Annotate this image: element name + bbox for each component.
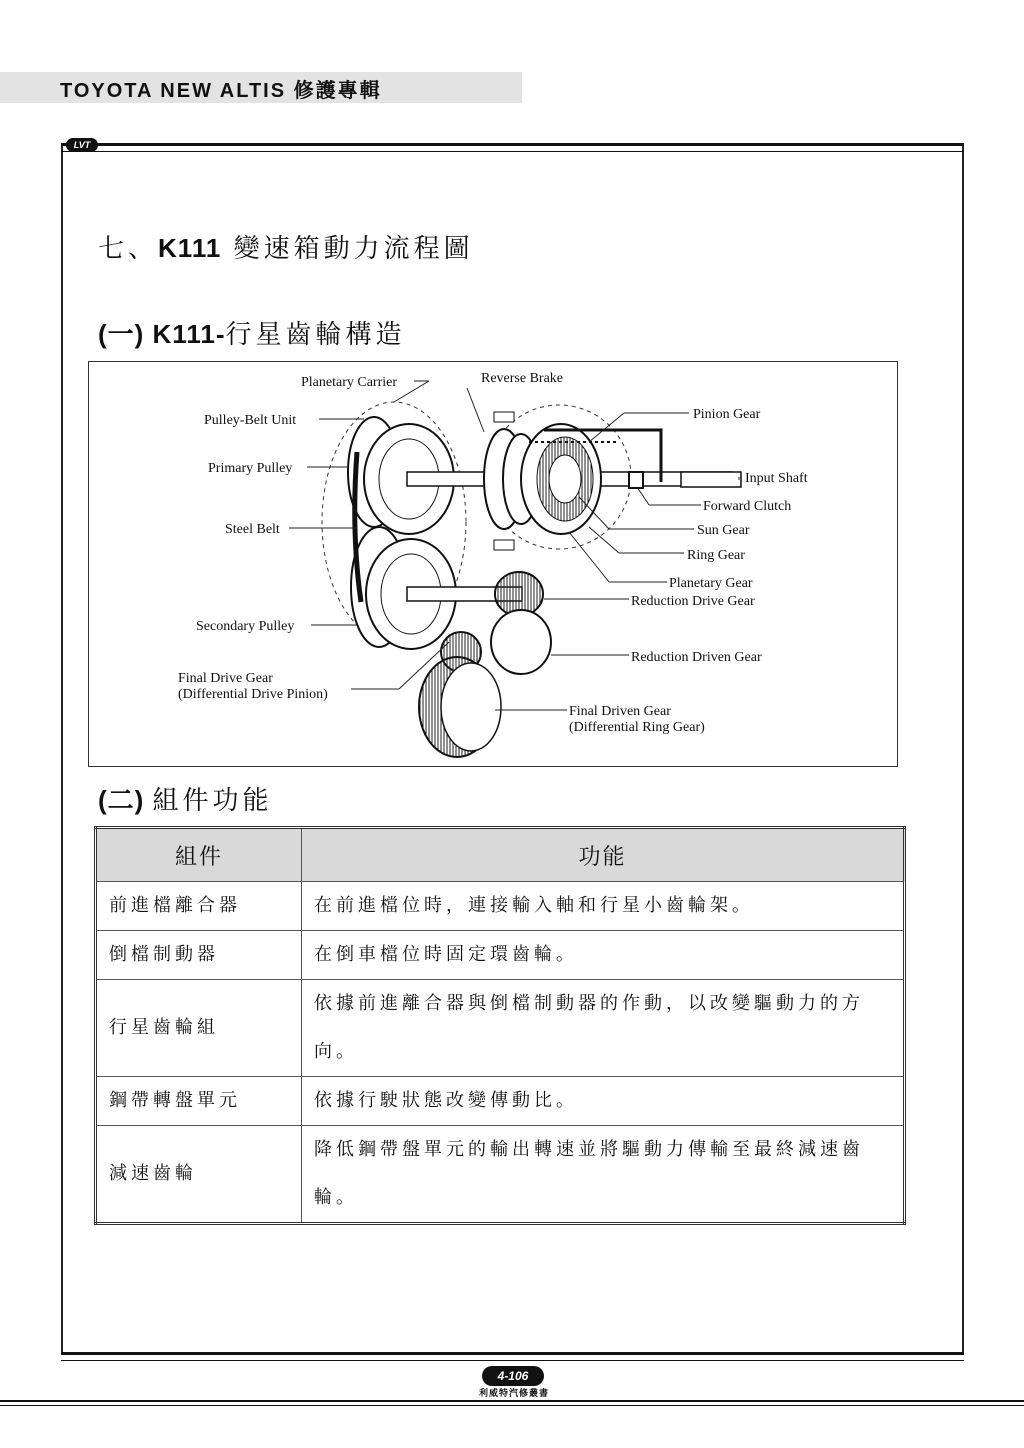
table-row bbox=[96, 1126, 905, 1224]
table-row bbox=[96, 882, 905, 931]
section1-prefix: (一) bbox=[98, 319, 153, 349]
frame-bottom-rule bbox=[61, 1352, 964, 1361]
label-final-drive-gear: Final Drive Gear bbox=[178, 671, 273, 686]
section1-text: 行星齒輪構造 bbox=[225, 320, 406, 350]
label-planetary-gear: Planetary Gear bbox=[669, 576, 753, 591]
main-heading bbox=[98, 228, 474, 265]
component-function-table bbox=[94, 826, 906, 1225]
table-row bbox=[96, 1077, 905, 1126]
label-sun-gear: Sun Gear bbox=[697, 523, 750, 538]
label-pulley-belt-unit: Pulley-Belt Unit bbox=[204, 413, 297, 428]
label-input-shaft: Input Shaft bbox=[745, 471, 808, 486]
footer-rule-thin bbox=[0, 1405, 1024, 1406]
label-final-drive-gear-sub: (Differential Drive Pinion) bbox=[178, 687, 328, 702]
main-heading-text: 變速箱動力流程圖 bbox=[221, 234, 474, 264]
cell-component: 鋼帶轉盤單元 bbox=[96, 1077, 302, 1126]
label-final-driven-gear: Final Driven Gear bbox=[569, 704, 671, 719]
planetary-gear-diagram bbox=[88, 361, 898, 767]
sun-gear bbox=[549, 455, 581, 503]
label-forward-clutch: Forward Clutch bbox=[703, 499, 792, 514]
reduction-driven-gear bbox=[491, 610, 551, 674]
cell-function: 在倒車檔位時固定環齒輪。 bbox=[302, 931, 905, 980]
label-pinion-gear: Pinion Gear bbox=[693, 407, 761, 422]
header-component: 組件 bbox=[96, 828, 302, 882]
table-row bbox=[96, 980, 905, 1077]
input-shaft bbox=[681, 472, 741, 487]
lvt-logo: LVT bbox=[66, 138, 98, 152]
section1-model: K111- bbox=[152, 319, 226, 349]
cell-function: 降低鋼帶盤單元的輸出轉速並將驅動力傳輸至最終減速齒輪。 bbox=[302, 1126, 905, 1224]
label-reduction-drive-gear: Reduction Drive Gear bbox=[631, 594, 755, 609]
cell-component: 行星齒輪組 bbox=[96, 980, 302, 1077]
label-steel-belt: Steel Belt bbox=[225, 522, 280, 537]
cell-function: 依據前進離合器與倒檔制動器的作動，以改變驅動力的方向。 bbox=[302, 980, 905, 1077]
section2-text: 組件功能 bbox=[152, 786, 273, 816]
label-planetary-carrier: Planetary Carrier bbox=[301, 375, 398, 390]
publisher-label: 利威特汽修叢書 bbox=[478, 1389, 549, 1399]
cell-function: 依據行駛狀態改變傳動比。 bbox=[302, 1077, 905, 1126]
cell-function: 在前進檔位時，連接輸入軸和行星小齒輪架。 bbox=[302, 882, 905, 931]
main-heading-prefix: 七、 bbox=[98, 234, 159, 264]
section-heading-functions bbox=[98, 780, 273, 817]
section-heading-structure bbox=[98, 314, 406, 351]
cell-component: 減速齒輪 bbox=[96, 1126, 302, 1224]
cell-component: 前進檔離合器 bbox=[96, 882, 302, 931]
frame-top-rule bbox=[61, 143, 964, 152]
cell-component: 倒檔制動器 bbox=[96, 931, 302, 980]
forward-clutch bbox=[629, 472, 643, 488]
label-secondary-pulley: Secondary Pulley bbox=[196, 619, 295, 634]
footer-rule bbox=[0, 1400, 1024, 1402]
section2-prefix: (二) bbox=[98, 785, 153, 815]
diagram-svg bbox=[89, 362, 897, 766]
table-row bbox=[96, 931, 905, 980]
label-primary-pulley: Primary Pulley bbox=[208, 461, 293, 476]
page-number: 4-106 bbox=[482, 1366, 544, 1386]
main-heading-model: K111 bbox=[158, 233, 222, 263]
label-reduction-driven-gear: Reduction Driven Gear bbox=[631, 650, 762, 665]
label-ring-gear: Ring Gear bbox=[687, 548, 745, 563]
table-header-row bbox=[96, 828, 905, 882]
label-reverse-brake: Reverse Brake bbox=[481, 371, 564, 386]
header-function: 功能 bbox=[302, 828, 905, 882]
document-title: TOYOTA NEW ALTIS 修護專輯 bbox=[60, 80, 382, 102]
label-final-driven-gear-sub: (Differential Ring Gear) bbox=[569, 720, 705, 735]
